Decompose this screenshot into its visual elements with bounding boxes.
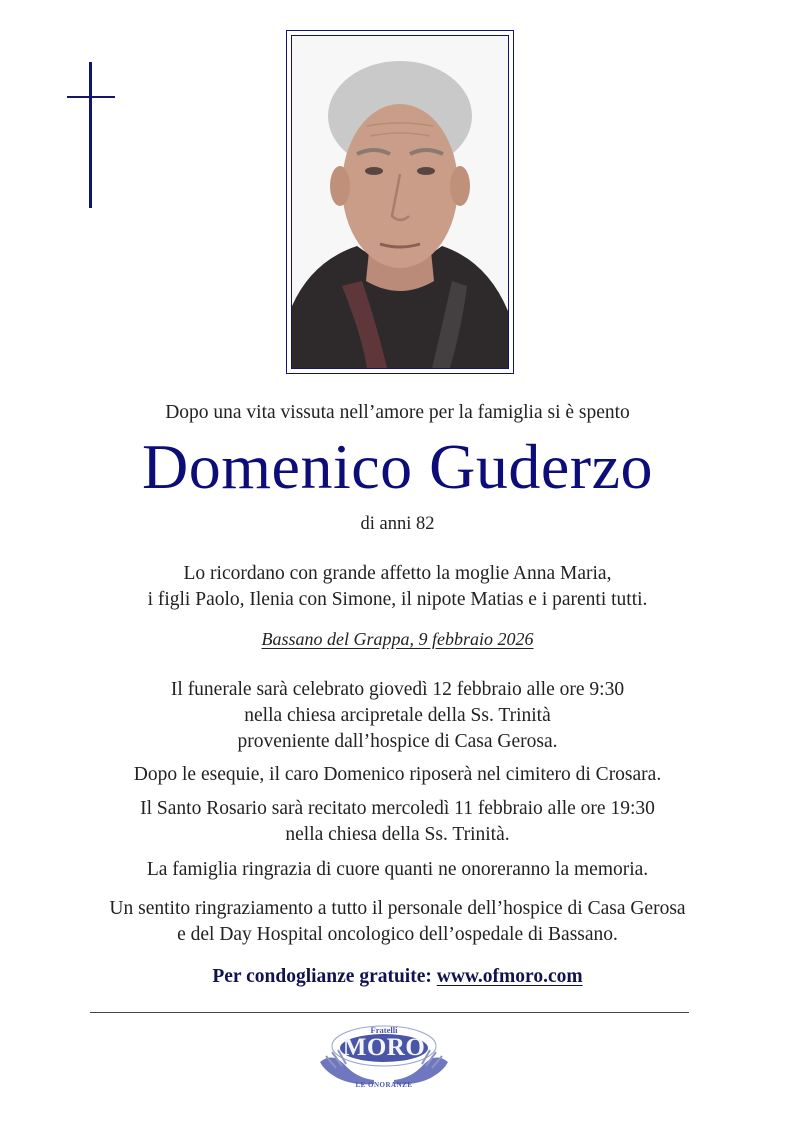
- remember-line: i figli Paolo, Ilenia con Simone, il nipote Matias e i parenti tutti.: [147, 589, 648, 610]
- funeral-line: Il funerale sarà celebrato giovedì 12 febbraio alle ore 9:30: [170, 679, 625, 700]
- burial-text: Dopo le esequie, il caro Domenico riposerà nel cimitero di Crosara.: [133, 764, 662, 785]
- divider: [90, 1012, 689, 1013]
- condolences-line: [0, 966, 795, 988]
- cross-icon: [67, 62, 115, 208]
- funeral-home-logo: [314, 1022, 454, 1100]
- funeral-text: [0, 677, 795, 755]
- thanks-text: La famiglia ringrazia di cuore quanti ne onoreranno la memoria.: [146, 859, 649, 880]
- logo-brand-text: MORO: [342, 1034, 426, 1061]
- thanks-staff-line: e del Day Hospital oncologico dell’ospedale di Bassano.: [177, 924, 618, 945]
- funeral-line: proveniente dall’hospice di Casa Gerosa.: [237, 731, 558, 752]
- rosary-line: nella chiesa della Ss. Trinità.: [285, 824, 510, 845]
- place-date: [0, 629, 795, 650]
- remember-text: [0, 561, 795, 613]
- portrait-image: [292, 36, 508, 368]
- rosary-line: Il Santo Rosario sarà recitato mercoledì 11 febbraio alle ore 19:30: [140, 798, 655, 819]
- intro-text: Dopo una vita vissuta nell’amore per la famiglia si è spento: [165, 402, 630, 423]
- logo-tagline: LE ONORANZE: [355, 1081, 413, 1089]
- rosary-text: [0, 796, 795, 848]
- condolences-label: Per condoglianze gratuite:: [212, 966, 432, 987]
- thanks-staff-line: Un sentito ringraziamento a tutto il personale dell’hospice di Casa Gerosa: [109, 898, 686, 919]
- condolences-link[interactable]: www.ofmoro.com: [436, 966, 583, 987]
- age-text: di anni 82: [360, 514, 435, 534]
- thanks-staff-text: [0, 896, 795, 948]
- portrait-frame: [286, 30, 514, 374]
- portrait-photo: [291, 35, 509, 369]
- deceased-name: Domenico Guderzo: [142, 431, 653, 502]
- remember-line: Lo ricordano con grande affetto la moglie Anna Maria,: [183, 563, 612, 584]
- logo-top-text: Fratelli: [370, 1025, 398, 1035]
- funeral-line: nella chiesa arcipretale della Ss. Trinità: [244, 705, 551, 726]
- place-date-text: Bassano del Grappa, 9 febbraio 2026: [261, 629, 534, 649]
